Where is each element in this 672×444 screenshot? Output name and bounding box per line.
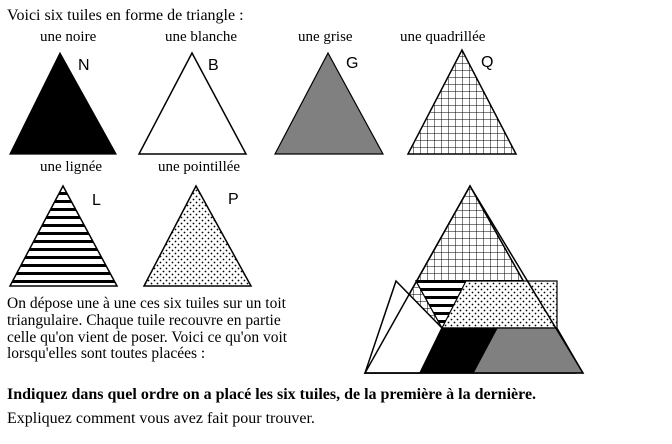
tile-lignee <box>10 186 117 286</box>
description-line-2: triangulaire. Chaque tuile recouvre en partie <box>7 311 281 329</box>
letter-p: P <box>228 191 239 208</box>
intro-text: Voici six tuiles en forme de triangle : <box>7 7 244 24</box>
description-line-3: celle qu'on vient de poser. Voici ce qu'on voit <box>7 328 288 346</box>
label-pointillee: une pointillée <box>158 159 241 175</box>
instruction-text: Expliquez comment vous avez fait pour trouver. <box>7 410 315 427</box>
letter-q: Q <box>481 54 494 71</box>
tile-quadrillee <box>408 50 516 154</box>
label-blanche: une blanche <box>165 29 238 45</box>
roof-composite <box>365 186 583 373</box>
tile-blanche <box>139 53 246 154</box>
description-paragraph <box>7 296 327 363</box>
letter-l: L <box>92 192 101 209</box>
question-text: Indiquez dans quel ordre on a placé les six tuiles, de la première à la dernière. <box>7 386 537 403</box>
tile-grise <box>275 53 383 154</box>
letter-g: G <box>346 55 359 72</box>
label-quadrillee: une quadrillée <box>400 29 486 45</box>
letter-n: N <box>78 57 90 74</box>
tile-pointillee <box>144 186 251 286</box>
description-line-4: lorsqu'elles sont toutes placées : <box>7 345 206 363</box>
label-noire: une noire <box>40 29 97 45</box>
description-line-1: On dépose une à une ces six tuiles sur un toit <box>7 295 286 312</box>
letter-b: B <box>208 57 219 74</box>
tile-noire <box>10 53 116 154</box>
label-lignee: une lignée <box>40 159 103 175</box>
label-grise: une grise <box>298 29 353 45</box>
